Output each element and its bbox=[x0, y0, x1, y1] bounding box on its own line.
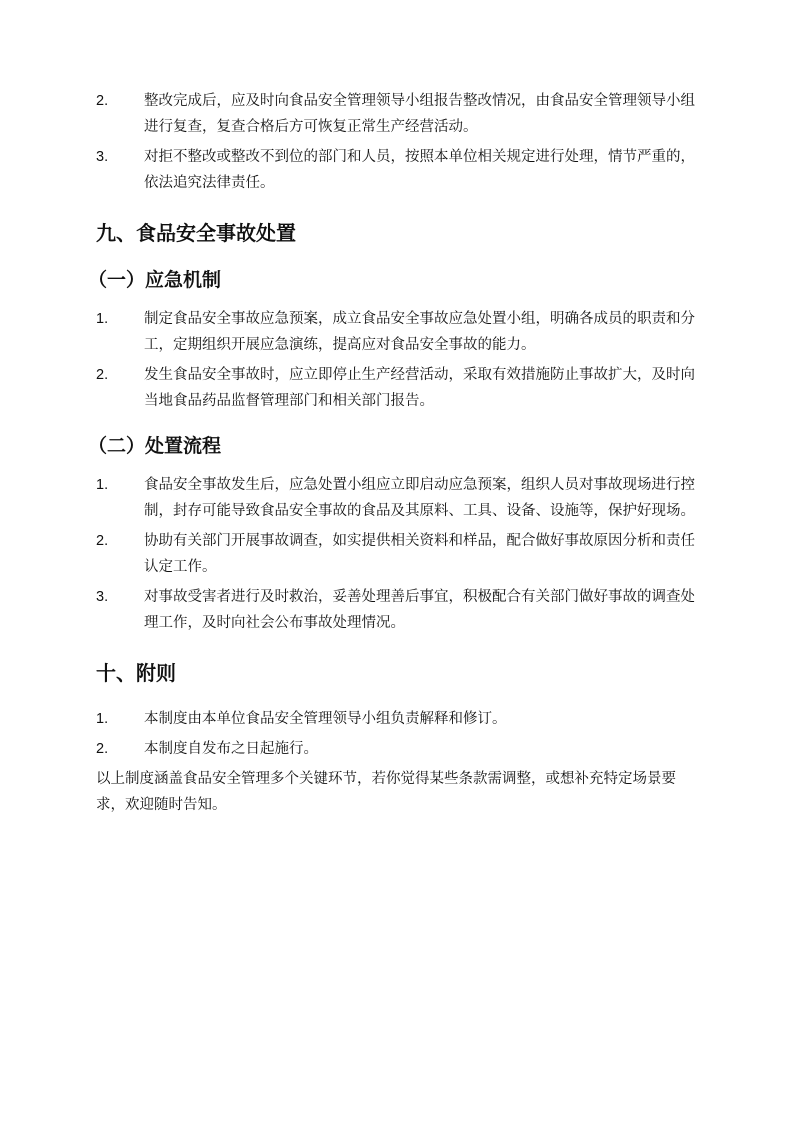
list-item bbox=[96, 362, 702, 414]
list-item bbox=[96, 528, 702, 580]
subsection-heading-emergency: （一）应急机制 bbox=[88, 269, 222, 291]
list-text: 对拒不整改或整改不到位的部门和人员，按照本单位相关规定进行处理，情节严重的，依法追究法律责任。 bbox=[144, 149, 695, 191]
list-text: 食品安全事故发生后，应急处置小组应立即启动应急预案，组织人员对事故现场进行控制，封存可能导致食品安全事故的食品及其原料、工具、设备、设施等，保护好现场。 bbox=[144, 477, 695, 519]
list-text: 本制度自发布之日起施行。 bbox=[144, 741, 318, 757]
list-item bbox=[96, 144, 702, 196]
subsection-heading-process: （二）处置流程 bbox=[88, 435, 222, 457]
list-number: 2. bbox=[96, 741, 109, 757]
list-text: 协助有关部门开展事故调查，如实提供相关资料和样品，配合做好事故原因分析和责任认定工作。 bbox=[144, 533, 695, 575]
list-text: 对事故受害者进行及时救治，妥善处理善后事宜，积极配合有关部门做好事故的调查处理工作，及时向社会公布事故处理情况。 bbox=[144, 589, 695, 631]
list-number: 2. bbox=[96, 367, 109, 383]
list-text: 制定食品安全事故应急预案，成立食品安全事故应急处置小组，明确各成员的职责和分工，定期组织开展应急演练，提高应对食品安全事故的能力。 bbox=[144, 311, 695, 353]
list-text: 发生食品安全事故时，应立即停止生产经营活动，采取有效措施防止事故扩大，及时向当地食品药品监督管理部门和相关部门报告。 bbox=[144, 367, 695, 409]
list-number: 2. bbox=[96, 533, 109, 549]
list-item bbox=[96, 584, 702, 636]
list-text: 本制度由本单位食品安全管理领导小组负责解释和修订。 bbox=[144, 711, 507, 727]
list-number: 1. bbox=[96, 311, 109, 327]
list-item bbox=[96, 472, 702, 524]
section-heading-9: 九、食品安全事故处置 bbox=[96, 221, 296, 245]
list-number: 2. bbox=[96, 93, 109, 109]
list-item bbox=[96, 706, 702, 732]
list-number: 3. bbox=[96, 589, 109, 605]
list-text: 整改完成后，应及时向食品安全管理领导小组报告整改情况，由食品安全管理领导小组进行复查，复查合格后方可恢复正常生产经营活动。 bbox=[144, 93, 695, 135]
section-heading-10: 十、附则 bbox=[96, 661, 176, 685]
list-item bbox=[96, 736, 702, 762]
list-number: 1. bbox=[96, 477, 109, 493]
list-item bbox=[96, 306, 702, 358]
list-item bbox=[96, 88, 702, 140]
list-number: 3. bbox=[96, 149, 109, 165]
document-page bbox=[88, 88, 702, 818]
list-number: 1. bbox=[96, 711, 109, 727]
closing-paragraph: 以上制度涵盖食品安全管理多个关键环节，若你觉得某些条款需调整，或想补充特定场景要求，欢迎随时告知。 bbox=[96, 771, 676, 813]
